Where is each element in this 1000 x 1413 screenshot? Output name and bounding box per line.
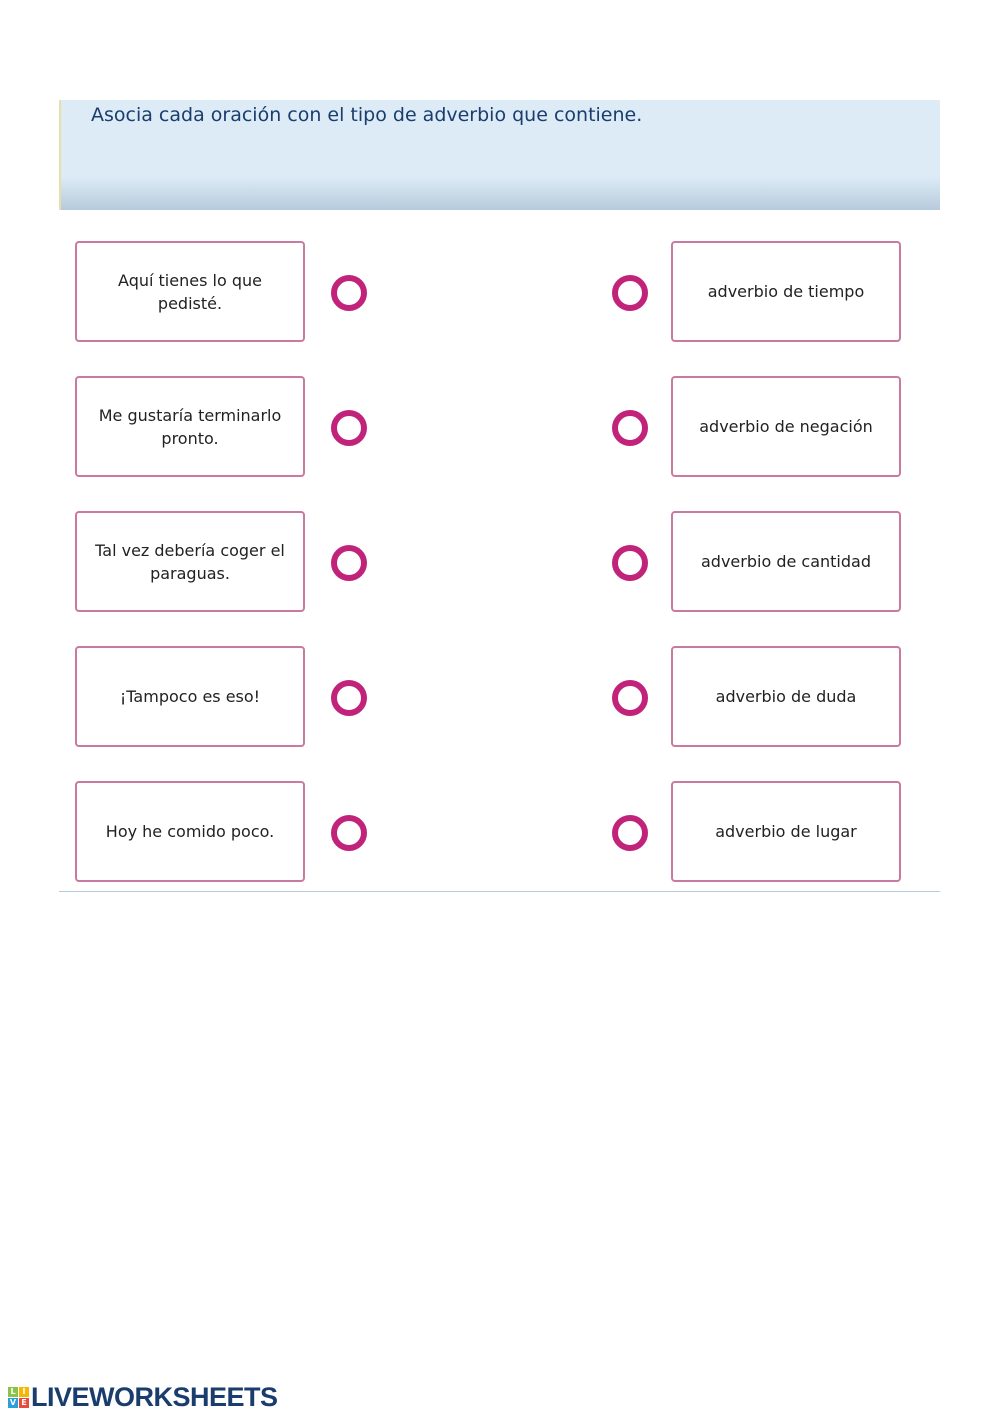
adverb-type-card[interactable]: adverbio de lugar bbox=[671, 781, 901, 882]
sentence-card[interactable]: Tal vez debería coger el paraguas. bbox=[75, 511, 305, 612]
sentence-card[interactable]: Aquí tienes lo que pedisté. bbox=[75, 241, 305, 342]
instruction-text: Asocia cada oración con el tipo de adverbio que contiene. bbox=[91, 104, 643, 126]
adverb-type-card[interactable]: adverbio de duda bbox=[671, 646, 901, 747]
logo-letter: L bbox=[8, 1387, 18, 1397]
right-connector-dot[interactable] bbox=[612, 410, 648, 446]
left-connector-dot[interactable] bbox=[331, 275, 367, 311]
left-connector-dot[interactable] bbox=[331, 545, 367, 581]
logo-icon bbox=[8, 1387, 29, 1408]
logo-letter: I bbox=[19, 1387, 29, 1397]
logo-text: LIVEWORKSHEETS bbox=[31, 1382, 278, 1412]
right-connector-dot[interactable] bbox=[612, 680, 648, 716]
logo-letter: E bbox=[19, 1398, 29, 1408]
right-connector-dot[interactable] bbox=[612, 275, 648, 311]
adverb-type-card[interactable]: adverbio de tiempo bbox=[671, 241, 901, 342]
liveworksheets-logo bbox=[8, 1382, 278, 1413]
sentence-card[interactable]: Hoy he comido poco. bbox=[75, 781, 305, 882]
instruction-banner bbox=[59, 100, 940, 210]
adverb-type-card[interactable]: adverbio de negación bbox=[671, 376, 901, 477]
right-connector-dot[interactable] bbox=[612, 815, 648, 851]
sentence-card[interactable]: ¡Tampoco es eso! bbox=[75, 646, 305, 747]
sentence-card[interactable]: Me gustaría terminarlo pronto. bbox=[75, 376, 305, 477]
left-connector-dot[interactable] bbox=[331, 410, 367, 446]
divider bbox=[59, 891, 940, 892]
left-connector-dot[interactable] bbox=[331, 815, 367, 851]
left-connector-dot[interactable] bbox=[331, 680, 367, 716]
right-connector-dot[interactable] bbox=[612, 545, 648, 581]
adverb-type-card[interactable]: adverbio de cantidad bbox=[671, 511, 901, 612]
logo-letter: V bbox=[9, 1398, 17, 1407]
